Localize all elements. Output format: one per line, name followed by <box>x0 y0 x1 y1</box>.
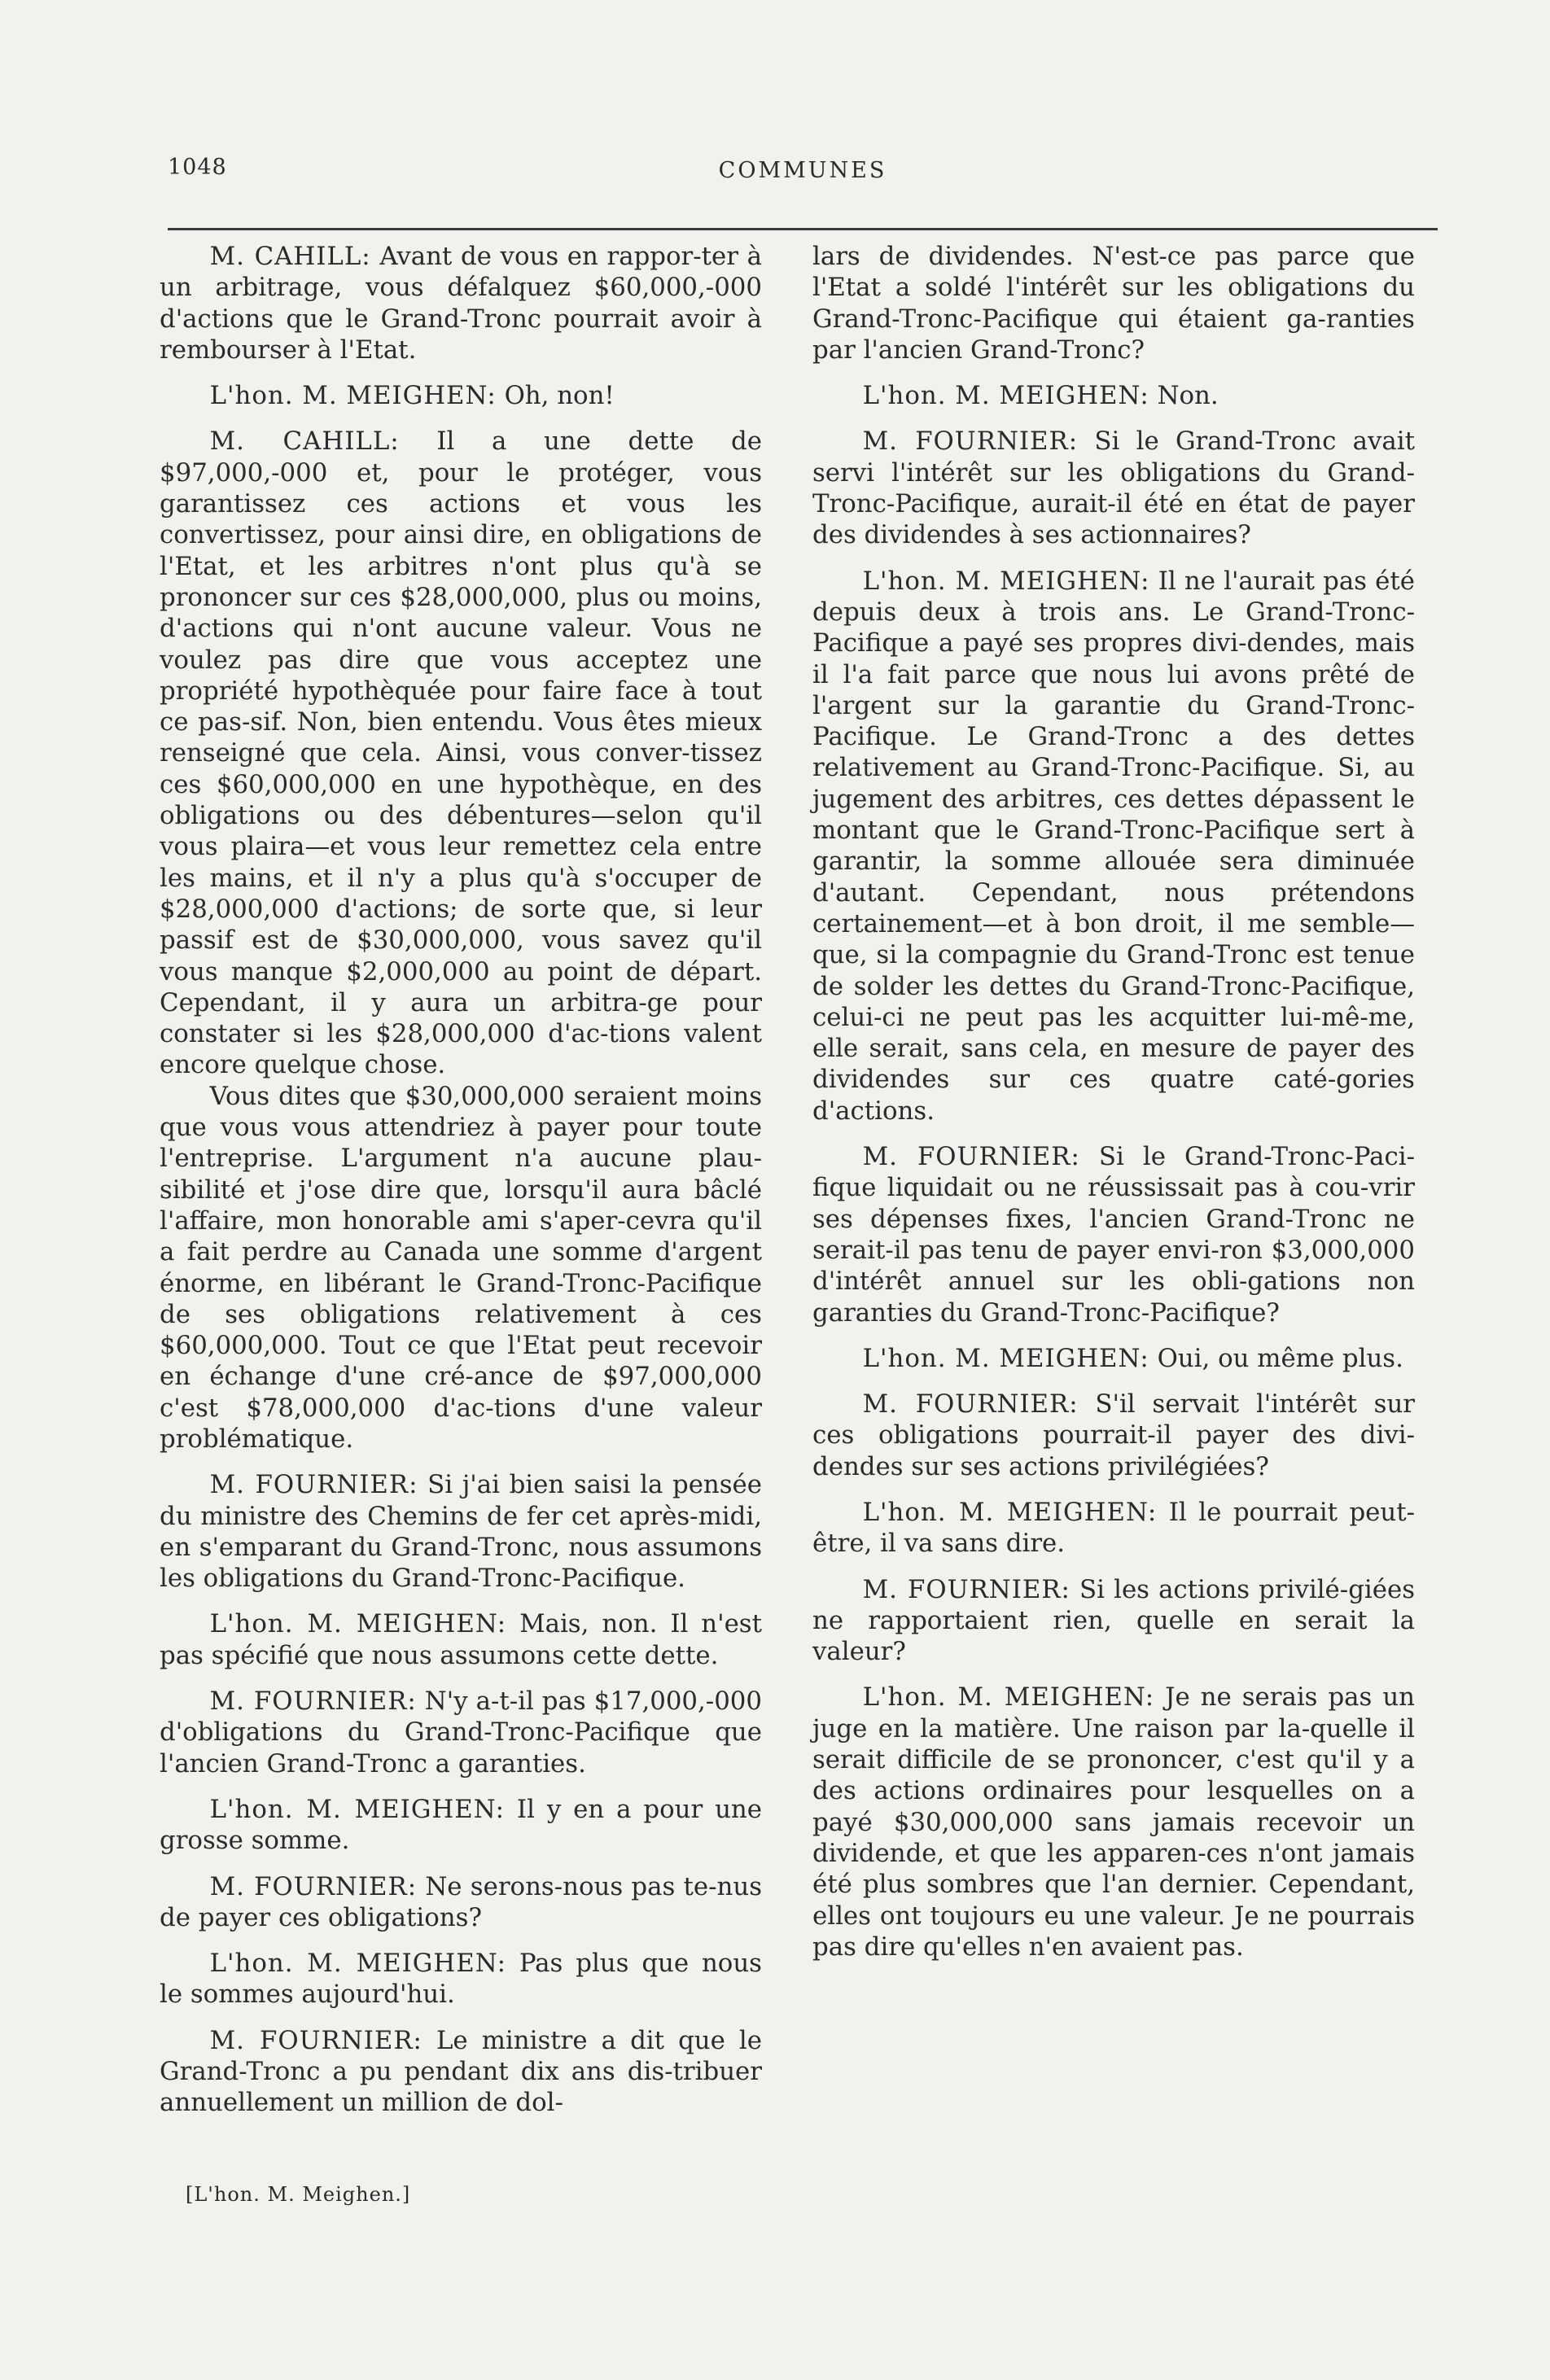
paragraph <box>812 1574 1415 1668</box>
paragraph-text: Ne serons-nous pas te-nus de payer ces obligations? <box>160 1871 763 1932</box>
speaker-name: L'hon. M. MEIGHEN: <box>862 566 1150 596</box>
paragraph-text: Il le pourrait peut-être, il va sans dire. <box>812 1497 1416 1559</box>
speaker-name: L'hon. M. MEIGHEN: <box>862 381 1149 411</box>
right-column <box>812 241 1415 1977</box>
paragraph-text: Si les actions privilé-giées ne rapportaient rien, quelle en serait la valeur? <box>812 1574 1416 1667</box>
page-number: 1048 <box>168 155 227 180</box>
paragraph <box>812 1497 1415 1560</box>
paragraph <box>160 1948 762 2010</box>
speaker-name: L'hon. M. MEIGHEN: <box>209 1794 505 1824</box>
paragraph-text: Oh, non! <box>504 381 615 411</box>
paragraph <box>812 1141 1415 1328</box>
paragraph <box>160 1469 762 1594</box>
paragraph <box>160 1608 762 1671</box>
paragraph <box>812 426 1415 550</box>
paragraph-text: Oui, ou même plus. <box>1157 1343 1403 1373</box>
speaker-name: L'hon. M. MEIGHEN: <box>862 1497 1158 1527</box>
paragraph-text: Non. <box>1157 381 1219 411</box>
paragraph-text: Je ne serais pas un juge en la matière. Une raison par la-quelle il serait difficile de se prononcer, c'est qu'il y a des actions ordinaires pour lesquelles on a payé $30,000,000 sans jamais recevoir un dividende, et que les apparen-ces n'ont jamais été plus sombres que l'an dernier. Cependant, elles ont toujours eu une valeur. Je ne pourrais pas dire qu'elles n'en avaient pas. <box>812 1682 1415 1962</box>
speaker-name: M. FOURNIER: <box>862 427 1079 457</box>
running-title: COMMUNES <box>718 158 887 183</box>
paragraph-text: Vous dites que $30,000,000 seraient moins que vous vous attendriez à payer pour toute l'entreprise. L'argument n'a aucune plau-sibilité et j'ose dire que, lorsqu'il aura bâclé l'affaire, mon honorable ami s'aper-cevra qu'il a fait perdre au Canada une somme d'argent énorme, en libérant le Grand-Tronc-Pacifique de ses obligations relativement à ces $60,000,000. Tout ce que l'Etat peut recevoir en échange d'une cré-ance de $97,000,000 c'est $78,000,000 d'ac-tions d'une valeur problématique. <box>160 1081 762 1454</box>
speaker-name: M. CAHILL: <box>209 427 400 457</box>
paragraph-text: Il ne l'aurait pas été depuis deux à trois ans. Le Grand-Tronc-Pacifique a payé ses propres divi-dendes, mais il l'a fait parce que nous lui avons prêté de l'argent sur la garantie du Grand-Tronc-Pacifique. Le Grand-Tronc a des dettes relativement au Grand-Tronc-Pacifique. Si, au jugement des arbitres, ces dettes dépassent le montant que le Grand-Tronc-Pacifique sert à garantir, la somme allouée sera diminuée d'autant. Cependant, nous prétendons certainement—et à bon droit, il me semble—que, si la compagnie du Grand-Tronc est tenue de solder les dettes du Grand-Tronc-Pacifique, celui-ci ne peut pas les acquitter lui-mê-me, elle serait, sans cela, en mesure de payer des dividendes sur ces quatre caté-gories d'actions. <box>812 566 1415 1126</box>
paragraph <box>812 1389 1415 1482</box>
footer-attribution: [L'hon. M. Meighen.] <box>186 2183 411 2206</box>
paragraph <box>160 426 762 1080</box>
speaker-name: L'hon. M. MEIGHEN: <box>209 1949 506 1979</box>
header-rule <box>168 228 1438 230</box>
speaker-name: M. CAHILL: <box>209 242 371 271</box>
speaker-name: L'hon. M. MEIGHEN: <box>209 381 497 411</box>
paragraph <box>812 566 1415 1127</box>
paragraph <box>160 1794 762 1857</box>
paragraph-text: lars de dividendes. N'est-ce pas parce que l'Etat a soldé l'intérêt sur les obligations du Grand-Tronc-Pacifique qui étaient ga-ranties par l'ancien Grand-Tronc? <box>812 242 1415 365</box>
paragraph-text: Si le Grand-Tronc-Paci-fique liquidait ou ne réussissait pas à cou-vrir ses dépenses fixes, l'ancien Grand-Tronc ne serait-il pas tenu de payer envi-ron $3,000,000 d'intérêt annuel sur les obli-gations non garanties du Grand-Tronc-Pacifique? <box>812 1142 1415 1328</box>
paragraph-text: N'y a-t-il pas $17,000,-000 d'obligations du Grand-Tronc-Pacifique que l'ancien Grand-Tronc a garanties. <box>160 1687 762 1778</box>
paragraph <box>812 241 1415 365</box>
speaker-name: M. FOURNIER: <box>862 1389 1079 1420</box>
paragraph <box>160 2025 762 2119</box>
paragraph-text: Il y en a pour une grosse somme. <box>160 1794 762 1856</box>
speaker-name: L'hon. M. MEIGHEN: <box>209 1609 507 1639</box>
paragraph-text: Le ministre a dit que le Grand-Tronc a pu pendant dix ans dis-tribuer annuellement un million de dol- <box>160 2025 763 2118</box>
paragraph <box>812 1682 1415 1962</box>
speaker-name: L'hon. M. MEIGHEN: <box>862 1682 1155 1713</box>
paragraph <box>160 241 762 365</box>
paragraph-text: Pas plus que nous le sommes aujourd'hui. <box>160 1949 762 2010</box>
paragraph <box>160 1871 762 1934</box>
speaker-name: M. FOURNIER: <box>862 1574 1071 1604</box>
page-header <box>168 155 1438 195</box>
paragraph-text: S'il servait l'intérêt sur ces obligations pourrait-il payer des divi-dendes sur ses actions privilégiées? <box>812 1389 1415 1481</box>
paragraph-text: Si j'ai bien saisi la pensée du ministre des Chemins de fer cet après-midi, en s'emparant du Grand-Tronc, nous assumons les obligations du Grand-Tronc-Pacifique. <box>160 1470 763 1594</box>
paragraph <box>160 380 762 411</box>
left-column <box>160 241 762 2133</box>
paragraph <box>160 1686 762 1779</box>
speaker-name: M. FOURNIER: <box>209 1470 418 1500</box>
speaker-name: M. FOURNIER: <box>209 1687 417 1717</box>
speaker-name: M. FOURNIER: <box>209 1871 418 1901</box>
paragraph-text: Mais, non. Il n'est pas spécifié que nous assumons cette dette. <box>160 1609 762 1670</box>
speaker-name: M. FOURNIER: <box>209 2025 423 2055</box>
paragraph-text: Il a une dette de $97,000,-000 et, pour le protéger, vous garantissez ces actions et vous les convertissez, pour ainsi dire, en obligations de l'Etat, et les arbitres n'ont plus qu'à se prononcer sur ces $28,000,000, plus ou moins, d'actions qui n'ont aucune valeur. Vous ne voulez pas dire que vous acceptez une propriété hypothèquée pour faire face à tout ce pas-sif. Non, bien entendu. Vous êtes mieux renseigné que cela. Ainsi, vous conver-tissez ces $60,000,000 en une hypothèque, en des obligations ou des débentures—selon qu'il vous plaira—et vous leur remettez cela entre les mains, et il n'y a plus qu'à s'occuper de $28,000,000 d'actions; de sorte que, si leur passif est de $30,000,000, vous savez qu'il vous manque $2,000,000 au point de départ. Cependant, il y aura un arbitra-ge pour constater si les $28,000,000 d'ac-tions valent encore quelque chose. <box>160 427 762 1080</box>
paragraph-text: Si le Grand-Tronc avait servi l'intérêt sur les obligations du Grand-Tronc-Pacifique, aurait-il été en état de payer des dividendes à ses actionnaires? <box>812 427 1415 550</box>
speaker-name: L'hon. M. MEIGHEN: <box>862 1343 1149 1373</box>
paragraph-text: Avant de vous en rappor-ter à un arbitrage, vous défalquez $60,000,-000 d'actions que le Grand-Tronc pourrait avoir à rembourser à l'Etat. <box>160 242 763 365</box>
paragraph <box>160 1081 762 1455</box>
paragraph <box>812 380 1415 411</box>
speaker-name: M. FOURNIER: <box>862 1142 1080 1172</box>
paragraph <box>812 1343 1415 1374</box>
